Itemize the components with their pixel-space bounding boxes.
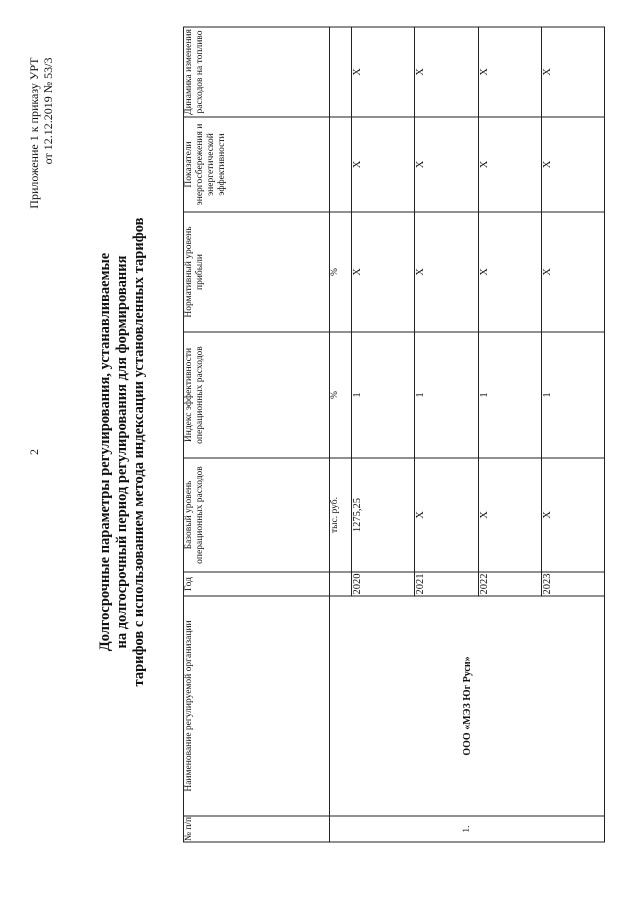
header-number: № п/п (184, 816, 330, 842)
unit-profit: % (330, 212, 352, 332)
organization-name: ООО «МЭЗ Юг Руси» (330, 596, 605, 816)
unit-fuel-empty (330, 27, 352, 117)
header-efficiency-index: Индекс эффективности операционных расходов (184, 332, 330, 458)
rotated-content (25, 30, 615, 875)
cell-energy: X (478, 117, 541, 212)
cell-base: X (478, 458, 541, 572)
appendix-line-1: Приложение 1 к приказу УРТ (27, 57, 41, 209)
cell-profit: X (478, 212, 541, 332)
cell-fuel: X (352, 27, 415, 117)
cell-fuel: X (415, 27, 478, 117)
header-profit-level: Нормативный уровень прибыли (184, 212, 330, 332)
header-base-level: Базовый уровень операционных расходов (184, 458, 330, 572)
cell-index: 1 (415, 332, 478, 458)
cell-index: 1 (478, 332, 541, 458)
cell-fuel: X (541, 27, 604, 117)
row-number: 1. (330, 816, 605, 842)
unit-base: тыс. руб. (330, 458, 352, 572)
title-line-1: Долгосрочные параметры регулирования, устанавливаемые (97, 252, 113, 652)
header-fuel-dynamics: Динамика изменения расходов на топливо (184, 27, 330, 117)
title-line-3: тарифов с использованием метода индексации установленных тарифов (131, 217, 147, 687)
cell-energy: X (541, 117, 604, 212)
title-line-2: на долгосрочный период регулирования для формирования (114, 255, 130, 649)
cell-energy: X (352, 117, 415, 212)
header-organization: Наименование регулируемой организации (184, 596, 330, 816)
header-energy-saving: Показатели энергосбережения и энергетической эффективности (184, 117, 330, 212)
document-title (97, 30, 148, 875)
cell-base: X (415, 458, 478, 572)
cell-energy: X (415, 117, 478, 212)
table-header-row (184, 27, 330, 842)
unit-energy-empty (330, 117, 352, 212)
appendix-reference (27, 58, 55, 209)
cell-index: 1 (541, 332, 604, 458)
cell-base: 1275,25 (352, 458, 415, 572)
header-year: Год (184, 572, 330, 596)
unit-index: % (330, 332, 352, 458)
cell-base: X (541, 458, 604, 572)
cell-year: 2021 (415, 572, 478, 596)
appendix-line-2: от 12.12.2019 № 53/3 (41, 57, 55, 165)
cell-year: 2020 (352, 572, 415, 596)
cell-profit: X (541, 212, 604, 332)
cell-year: 2022 (478, 572, 541, 596)
page-number: 2 (27, 449, 41, 455)
cell-profit: X (352, 212, 415, 332)
cell-year: 2023 (541, 572, 604, 596)
cell-fuel: X (478, 27, 541, 117)
parameters-table (183, 27, 605, 843)
table-units-row (330, 27, 352, 842)
cell-profit: X (415, 212, 478, 332)
unit-year-empty (330, 572, 352, 596)
cell-index: 1 (352, 332, 415, 458)
